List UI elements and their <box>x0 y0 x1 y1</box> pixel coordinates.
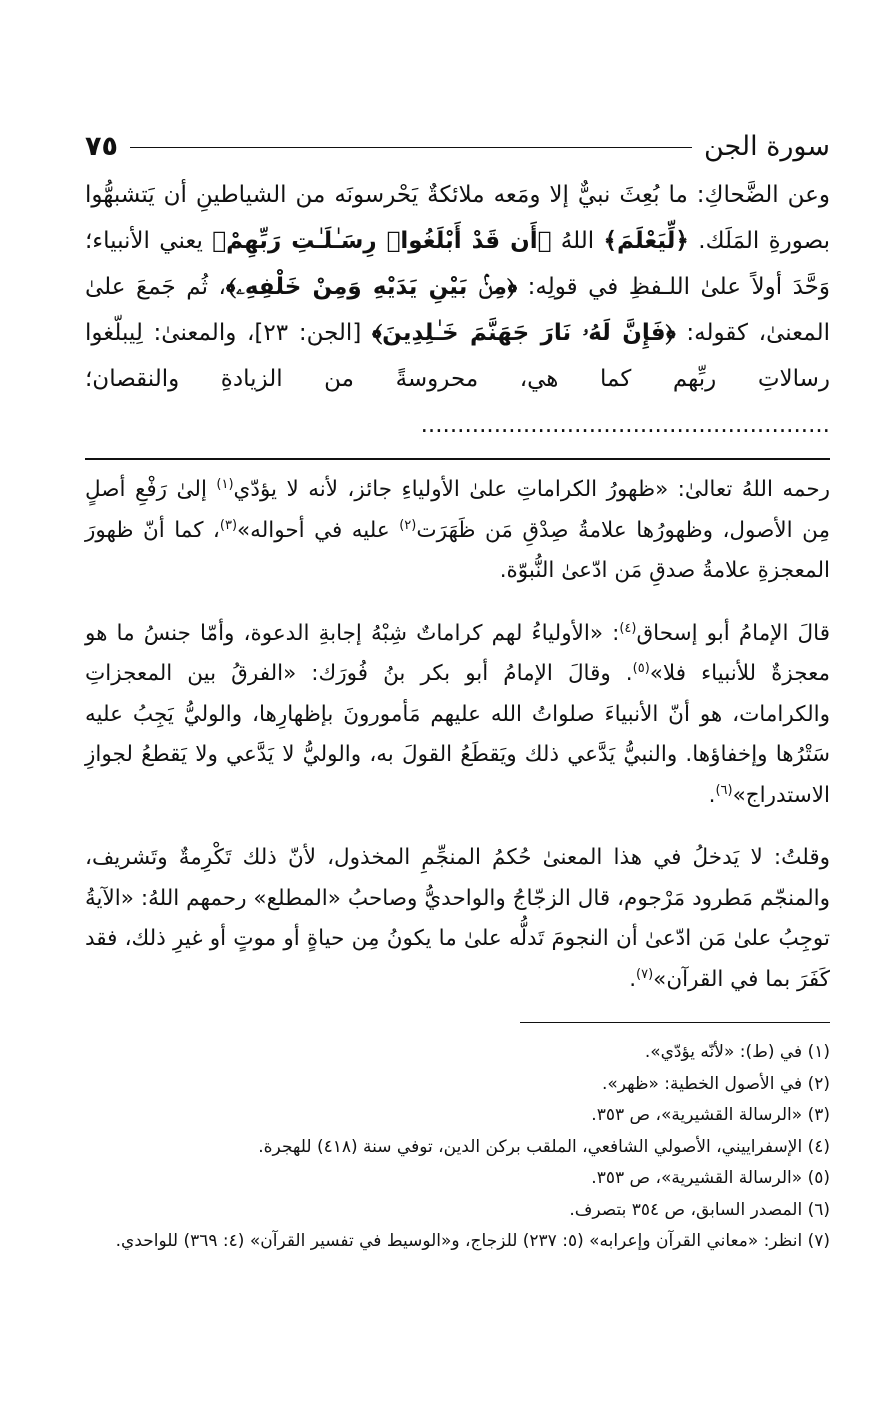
section-divider <box>85 458 830 460</box>
footnote-item: (٥) «الرسالة القشيرية»، ص ٣٥٣. <box>591 1168 830 1188</box>
quran-quote: ﴿أَن قَدْ أَبْلَغُوا۟ رِسَـٰلَـٰتِ رَبِّهِمْ﴾ <box>212 228 552 254</box>
commentary-text: وعن الضَّحاكِ: ما بُعِثَ نبيٌّ إلا ومَعه ملائكةٌ يَحْرسونَه من الشياطينِ أن يَتشبهُّوا بصورةِ المَلَك. <box>85 182 831 254</box>
book-page <box>85 110 830 1258</box>
footnote-separator <box>520 1022 830 1023</box>
body-text: قالَ الإمامُ أبو إسحاق <box>636 620 831 646</box>
body-text: . وقالَ الإمامُ أبو بكر بنُ فُورَك: «الفرقُ بين المعجزاتِ والكرامات، هو أنّ الأنبياءَ صلواتُ الله عليهم مَأمورونَ بإظهارِها، والوليُّ يَجِبُ عليه سَتْرُها وإخفاؤها. والنبيُّ يَدَّعي ذلك ويَقطَعُ القولَ به، والوليُّ لا يَدَّعي ولا يَقطعُ لجوازِ الاستدراج» <box>85 661 830 808</box>
quran-quote: ﴿لِّيَعْلَمَ﴾ <box>603 228 689 254</box>
main-text-section <box>85 470 830 1000</box>
footnote-ref[interactable]: (٦) <box>715 782 733 798</box>
commentary-text: اللهُ <box>551 228 604 254</box>
footnote-ref[interactable]: (٣) <box>219 517 238 533</box>
footnote-item: (٢) في الأصول الخطية: «ظهر». <box>601 1073 830 1094</box>
body-text: رحمه اللهُ تعالىٰ: «ظهورُ الكراماتِ علىٰ الأولياءِ جائز، لأنه لا يؤدّي <box>233 477 830 502</box>
page-number: ٧٥ <box>85 131 118 162</box>
main-paragraph <box>85 838 830 1000</box>
footnote-ref[interactable]: (٢) <box>399 517 417 533</box>
body-text: : «الأولياءُ لهم كراماتٌ شِبْهُ إجابةِ الدعوة، وأمّا جنسُ ما هو معجزةٌ للأنبياء فلا» <box>85 620 830 686</box>
body-text: إلىٰ رَفْعِ أصلٍ مِن الأصول، وظهورُها علامةُ صِدْقِ مَن ظَهَرَت <box>85 477 830 543</box>
commentary-paragraph <box>85 172 830 448</box>
footnote-ref[interactable]: (٧) <box>636 966 654 982</box>
header-rule <box>130 147 692 148</box>
body-text: ، كما أنّ ظهورَ المعجزةِ علامةُ صدقِ مَن ادّعىٰ النُّبوّة. <box>85 517 830 583</box>
surah-title: سورة الجن <box>703 131 830 162</box>
footnotes-list <box>85 1037 830 1258</box>
commentary-section <box>85 172 830 448</box>
quran-quote: ﴿مِنۢ بَيْنِ يَدَيْهِ وَمِنْ خَلْفِهِۦ﴾ <box>225 274 518 300</box>
body-text: . <box>708 782 716 808</box>
footnote-item: (١) في (ط): «لأنّه يؤدّي». <box>644 1042 830 1062</box>
quran-quote: ﴿فَإِنَّ لَهُۥ نَارَ جَهَنَّمَ خَـٰلِدِينَ﴾ <box>371 320 676 346</box>
running-header <box>85 110 830 162</box>
main-paragraph <box>85 614 830 817</box>
body-text: . <box>629 966 637 992</box>
footnote-ref[interactable]: (٥) <box>632 660 650 676</box>
footnote-ref[interactable]: (١) <box>216 476 234 492</box>
commentary-text: [الجن: ٢٣]، والمعنىٰ: لِيبلّغوا رسالاتِ ربِّهم كما هي، محروسةً من الزيادةِ والنقصان؛ ........................................................ <box>85 320 830 438</box>
main-paragraph <box>85 470 830 592</box>
footnote-item: (٤) الإسفراييني، الأصولي الشافعي، الملقب بركن الدين، توفي سنة (٤١٨) للهجرة. <box>258 1136 830 1157</box>
footnote-item: (٧) انظر: «معاني القرآن وإعرابه» (٥: ٢٣٧) للزجاج، و«الوسيط في تفسير القرآن» (٤: ٣٦٩) للواحدي. <box>115 1231 830 1251</box>
footnote-item: (٣) «الرسالة القشيرية»، ص ٣٥٣. <box>591 1105 830 1125</box>
commentary-text: ، ثُم جَمعَ علىٰ المعنىٰ، كقوله: <box>85 274 830 346</box>
footnote-ref[interactable]: (٤) <box>619 620 637 636</box>
body-text: عليه في أحواله» <box>237 517 400 543</box>
commentary-text: يعني الأنبياء؛ وَحَّدَ أولاً علىٰ اللـفظِ في قولِه: <box>85 228 830 300</box>
footnote-item: (٦) المصدر السابق، ص ٣٥٤ بتصرف. <box>569 1199 830 1220</box>
body-text: وقلتُ: لا يَدخلُ في هذا المعنىٰ حُكمُ المنجِّمِ المخذول، لأنّ ذلك تَكْرِمةٌ وتَشريف، والمنجّم مَطرود مَرْجوم، قال الزجّاجُ والواحديُّ وصاحبُ «المطلع» رحمهم اللهُ: «الآيةُ توجِبُ علىٰ مَن ادّعىٰ أن النجومَ تَدلُّه علىٰ ما يكونُ مِن حياةٍ أو موتٍ أو غيرِ ذلك، فقد كَفَرَ بما في القرآن» <box>85 845 830 992</box>
